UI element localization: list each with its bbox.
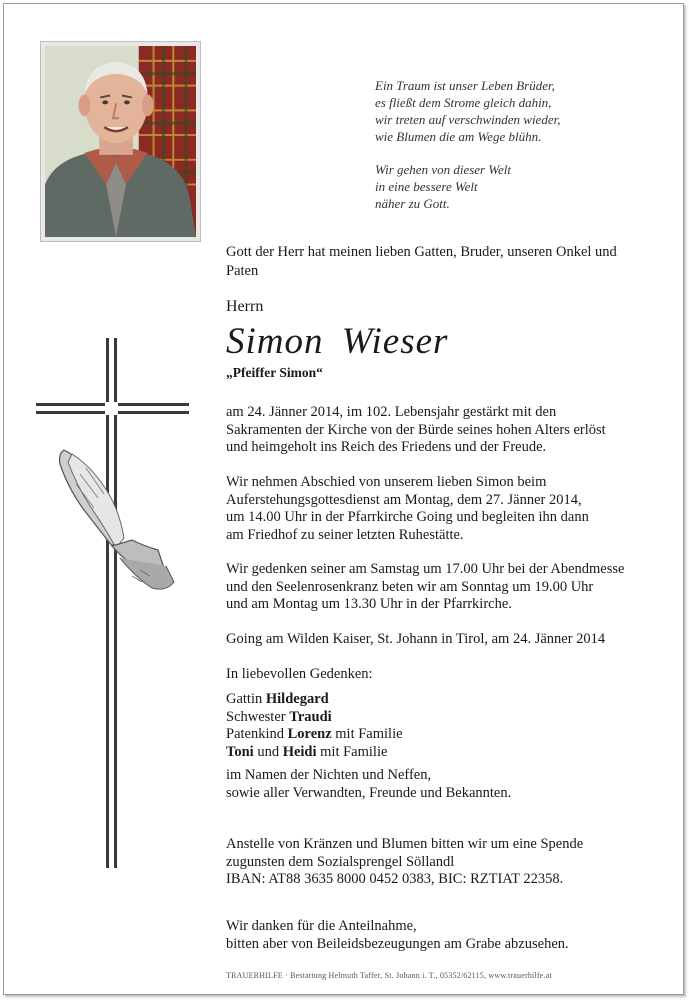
mourner-name: Hildegard	[265, 691, 329, 707]
poem-line: wie Blumen die am Wege blühn.	[375, 129, 542, 144]
relatives-paragraph	[226, 767, 646, 802]
mourner-suffix: mit Familie	[331, 726, 403, 742]
mourner-suffix: mit Familie	[316, 743, 388, 760]
poem-stanza-1	[375, 77, 560, 145]
mourners-list	[226, 691, 403, 761]
in-memory-heading: In liebevollen Gedenken:	[226, 666, 373, 682]
text-line: Anstelle von Kränzen und Blumen bitten wir um eine Spende	[226, 836, 584, 852]
mourner-name: Heidi	[282, 743, 317, 760]
poem-line: Ein Traum ist unser Leben Brüder,	[375, 78, 555, 93]
place-date: Going am Wilden Kaiser, St. Johann in Tirol, am 24. Jänner 2014	[226, 631, 606, 647]
deceased-nickname: „Pfeiffer Simon“	[226, 365, 323, 380]
text-line: am 24. Jänner 2014, im 102. Lebensjahr gestärkt mit den	[226, 404, 557, 420]
text-line: und am Montag um 13.30 Uhr in der Pfarrkirche.	[226, 596, 512, 612]
text-line: Wir gedenken seiner am Samstag um 17.00 Uhr bei der Abendmesse	[226, 561, 625, 577]
portrait-photo	[40, 41, 201, 242]
thanks-paragraph	[226, 918, 646, 953]
text-line: zugunsten dem Sozialsprengel Söllandl	[226, 853, 455, 870]
mourner-name: Traudi	[289, 708, 332, 725]
mourner-relation: Gattin	[226, 691, 266, 707]
text-line: im Namen der Nichten und Neffen,	[226, 767, 432, 783]
undertaker-footer: TRAUERHILFE · Bestattung Helmuth Taffer, St. Johann i. T., 05352/62115, www.trauerhilfe.at	[226, 971, 552, 980]
mourner-name: Toni	[226, 743, 254, 760]
text-line: Wir danken für die Anteilnahme,	[226, 918, 417, 934]
poem	[375, 77, 560, 228]
passing-paragraph	[226, 404, 646, 457]
text-line: IBAN: AT88 3635 8000 0452 0383, BIC: RZTIAT 22358.	[226, 871, 564, 887]
mourner-line	[226, 691, 403, 709]
mourner-relation: Schwester	[226, 708, 290, 725]
intro-text: Gott der Herr hat meinen lieben Gatten, Bruder, unseren Onkel und Paten	[226, 244, 617, 279]
text-line: und den Seelenrosenkranz beten wir am Sonntag um 19.00 Uhr	[226, 578, 594, 595]
mourner-line	[226, 709, 403, 727]
poem-line: wir treten auf verschwinden wieder,	[375, 112, 561, 127]
cross-with-praying-hands-icon	[36, 338, 196, 868]
text-line: Sakramenten der Kirche von der Bürde seines hohen Alters erlöst	[226, 421, 606, 438]
honorific: Herrn	[226, 298, 264, 315]
poem-line: es fließt dem Strome gleich dahin,	[375, 95, 552, 110]
deceased-name: Simon Wieser	[226, 321, 449, 362]
mourner-name: Lorenz	[287, 726, 332, 742]
donation-paragraph	[226, 836, 646, 889]
poem-stanza-2	[375, 161, 560, 212]
mourner-relation: Patenkind	[226, 726, 288, 742]
funeral-paragraph	[226, 474, 646, 544]
memorial-paragraph	[226, 561, 646, 614]
text-line: Auferstehungsgottesdienst am Montag, dem 27. Jänner 2014,	[226, 491, 582, 508]
mourner-joiner: und	[253, 743, 283, 760]
text-line: Wir nehmen Abschied von unserem lieben Simon beim	[226, 474, 547, 490]
poem-line: in eine bessere Welt	[375, 179, 478, 194]
text-line: sowie aller Verwandten, Freunde und Bekannten.	[226, 784, 512, 801]
mourner-line	[226, 744, 403, 762]
text-line: am Friedhof zu seiner letzten Ruhestätte.	[226, 526, 464, 543]
poem-line: Wir gehen von dieser Welt	[375, 162, 511, 177]
poem-line: näher zu Gott.	[375, 196, 450, 211]
mourner-line	[226, 726, 403, 744]
text-line: um 14.00 Uhr in der Pfarrkirche Going und begleiten ihn dann	[226, 509, 589, 525]
text-line: und heimgeholt ins Reich des Friedens und der Freude.	[226, 439, 547, 455]
text-line: bitten aber von Beileidsbezeugungen am Grabe abzusehen.	[226, 935, 569, 952]
